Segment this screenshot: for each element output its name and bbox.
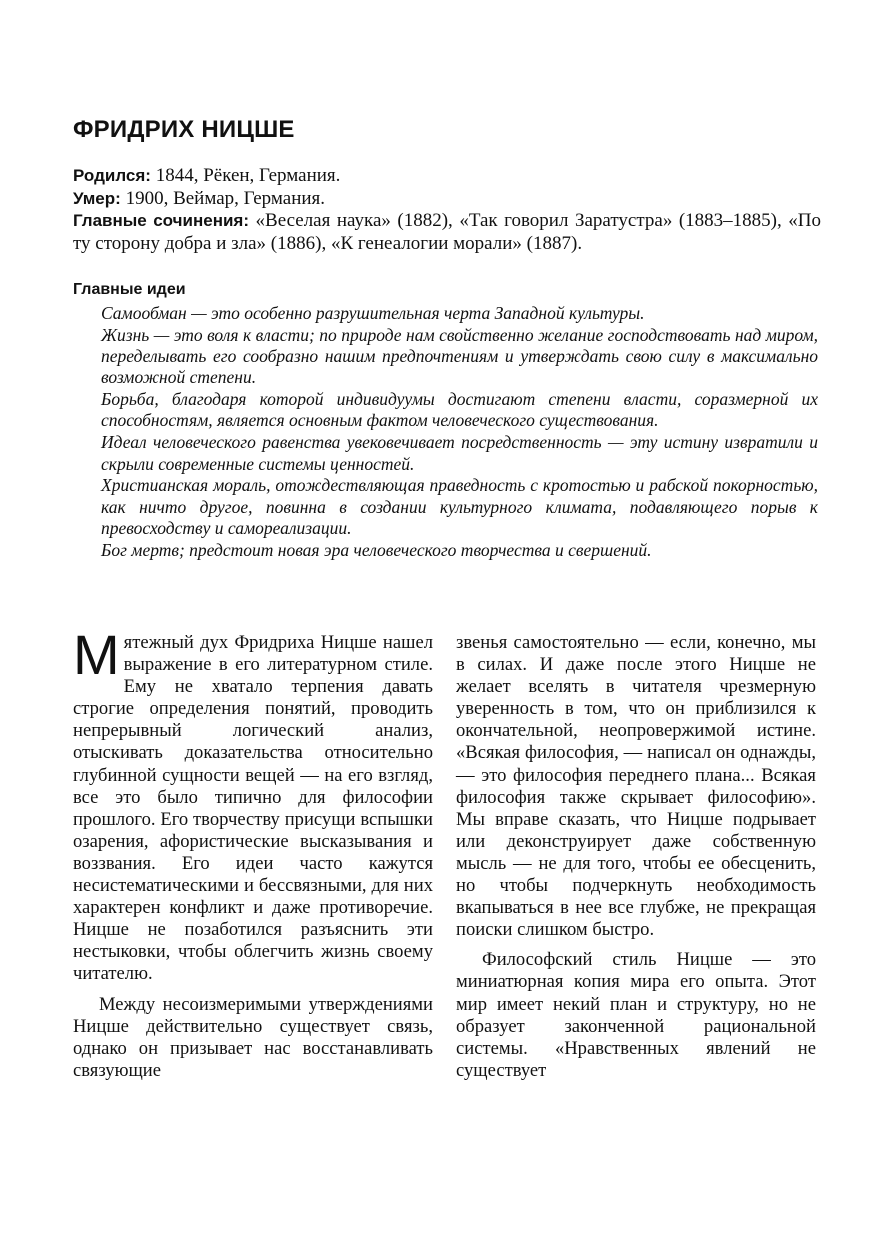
idea-item: Борьба, благодаря которой индивидуумы достигают степени власти, соразмерной их способностям, является основным фактом человеческого существования. [101, 389, 818, 431]
body-paragraph: звенья самостоятельно — если, конечно, мы в силах. И даже после этого Ницше не желает вселять в читателя чрезмерную уверенность в том, что он приблизился к окончательной, неопровержимой истине. «Всякая философия, — написал он однажды, — это философия переднего плана... Всякая философия также скрывает философию». Мы вправе сказать, что Ницше подрывает или деконструирует даже собственную мысль — не для того, чтобы ее обесценить, но чтобы подчеркнуть необходимость вкапываться в нее все глубже, не прекращая поиски слишком быстро. [456, 632, 816, 941]
biography-facts [73, 165, 821, 255]
page-title: ФРИДРИХ НИЦШЕ [73, 116, 295, 143]
works-line: Главные сочинения: «Веселая наука» (1882), «Так говорил Заратустра» (1883–1885), «По ту сторону добра и зла» (1886), «К генеалогии морали» (1887). [73, 210, 821, 254]
idea-item: Самообман — это особенно разрушительная черта Западной культуры. [101, 303, 645, 323]
body-paragraph [73, 623, 433, 986]
born-line: Родился: 1844, Рёкен, Германия. [73, 165, 341, 186]
body-paragraph-text: ятежный дух Фридриха Ницше нашел выражение в его литературном стиле. Ему не хватало терпения давать строгие определения понятий, проводить непрерывный логический анализ, отыскивать доказательства относительно глубинной сущности вещей — на его взгляд, все это было типично для философии прошлого. Его творчеству присущи вспышки озарения, афористические высказывания и воззвания. Его идеи часто кажутся несистематическими и бессвязными, для них характерен конфликт и даже противоречие. Ницше не позаботился разъяснить эти нестыковки, чтобы облегчить жизнь своему читателю. [73, 632, 433, 985]
body-paragraph: Между несоизмеримыми утверждениями Ницше действительно существует связь, однако он призывает нас восстанавливать связующие [73, 993, 433, 1081]
died-value: 1900, Веймар, Германия. [120, 187, 326, 209]
idea-item: Идеал человеческого равенства увековечивает посредственность — эту истину извратили и скрыли современные системы ценностей. [101, 432, 818, 474]
ideas-heading: Главные идеи [73, 281, 186, 298]
body-paragraph: Философский стиль Ницше — это миниатюрная копия мира его опыта. Этот мир имеет некий план и структуру, но не образует законченной рациональной системы. «Нравственных явлений не существует [456, 949, 816, 1081]
born-label: Родился [73, 166, 146, 185]
died-label: Умер [73, 188, 116, 208]
born-value: 1844, Рёкен, Германия. [150, 165, 341, 186]
died-line: Умер: 1900, Веймар, Германия. [73, 187, 326, 209]
drop-cap: М [73, 623, 120, 686]
body-column-left [73, 623, 433, 1082]
body-column-right [456, 632, 816, 1082]
works-value: «Веселая наука» (1882), «Так говорил Заратустра» (1883–1885), «По ту сторону добра и зла» (1886), «К генеалогии морали» (1887). [73, 210, 821, 254]
idea-item: Бог мертв; предстоит новая эра человеческого творчества и свершений. [101, 539, 652, 560]
idea-item: Жизнь — это воля к власти; по природе нам свойственно желание господствовать над миром, переделывать его сообразно нашим предпочтениям и утверждать свою силу в максимально возможной степени. [101, 324, 818, 388]
ideas-list [101, 303, 818, 562]
idea-item: Христианская мораль, отождествляющая праведность с кротостью и рабской покорностью, как ничто другое, повинна в создании культурного климата, подавляющего порыв к превосходству и самореализации. [101, 475, 818, 538]
works-label: Главные сочинения [73, 211, 244, 230]
